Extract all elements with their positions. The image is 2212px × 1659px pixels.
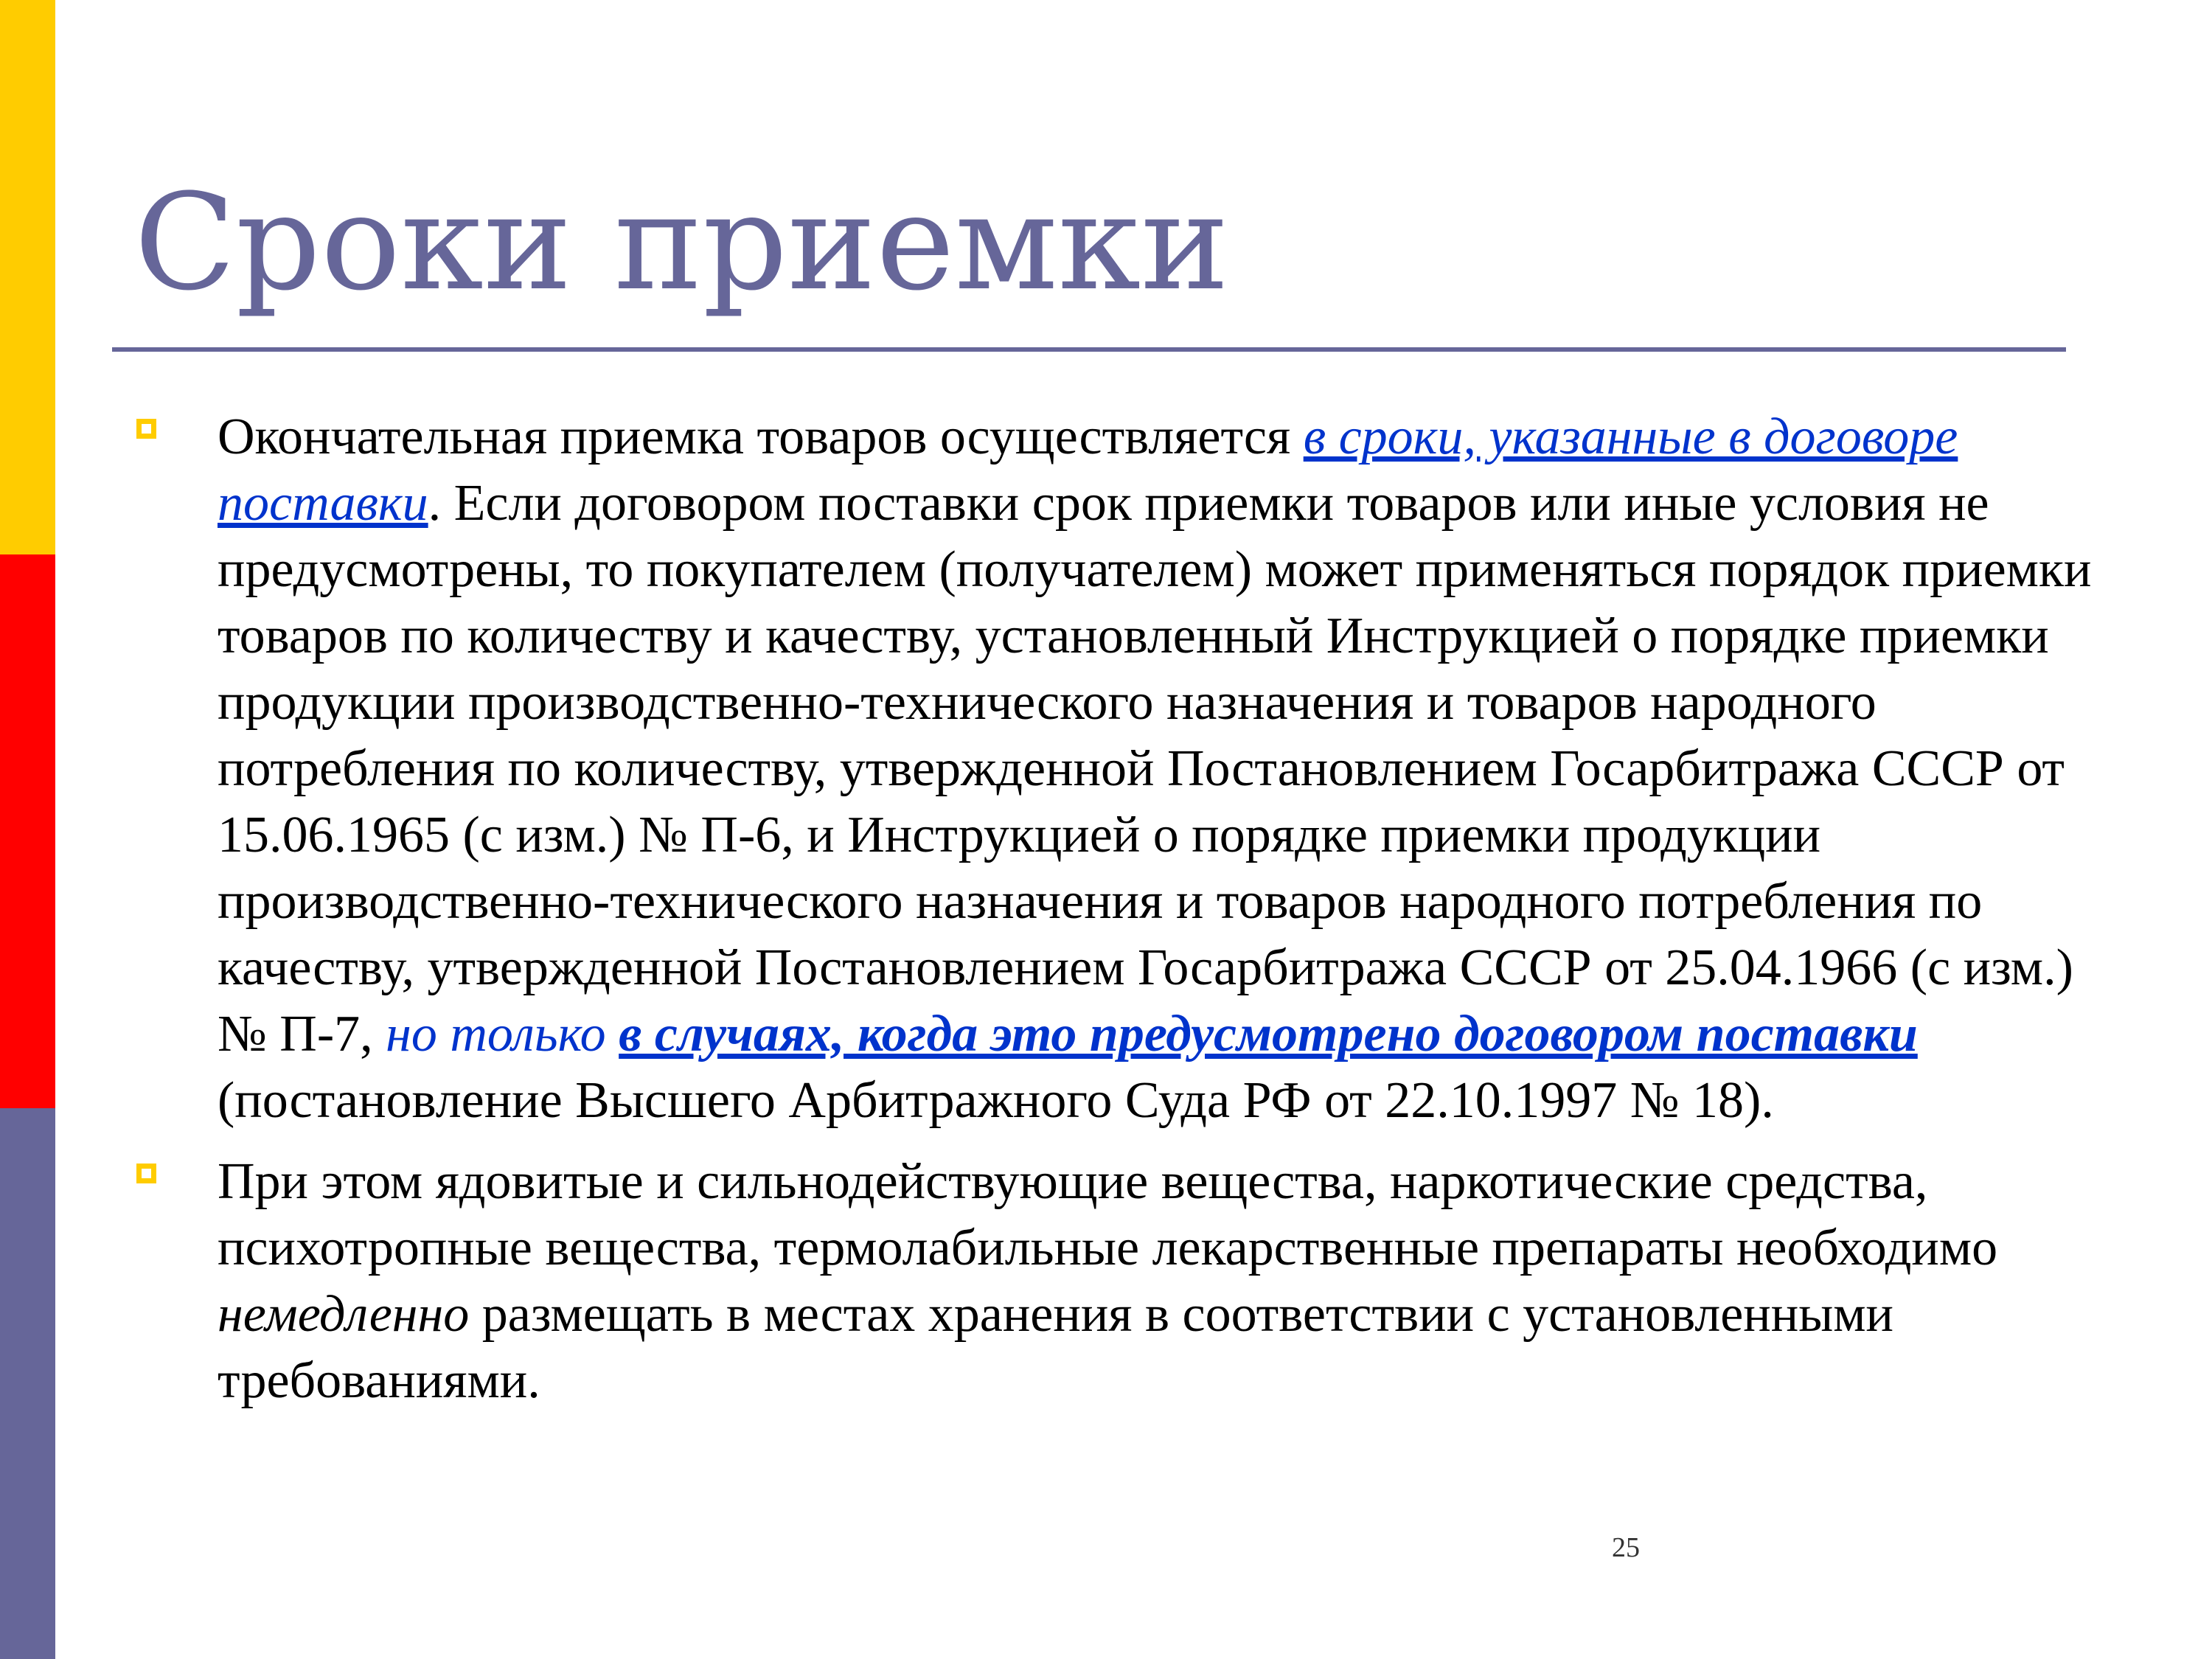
bullet-item-acceptance-terms bbox=[218, 404, 2105, 1134]
side-bar-yellow-segment bbox=[0, 0, 55, 554]
bullet-item-storage-requirements bbox=[218, 1149, 2105, 1414]
page-number: 25 bbox=[1612, 1532, 1640, 1563]
slide-title: Сроки приемки bbox=[134, 166, 1230, 320]
bullet-emphasis-text: немедленно bbox=[218, 1286, 470, 1343]
bullet-text: размещать в местах хранения в соответствии с установленными требованиями. bbox=[218, 1286, 1894, 1409]
slide-body bbox=[218, 404, 2105, 1429]
bullet-text: При этом ядовитые и сильнодействующие вещества, наркотические средства, психотропные вещества, термолабильные лекарственные препараты необходимо bbox=[218, 1153, 1998, 1276]
hollow-square-bullet-icon bbox=[136, 1164, 156, 1183]
decorative-side-bar bbox=[0, 0, 55, 1659]
title-underline-divider bbox=[112, 347, 2066, 352]
hollow-square-bullet-icon bbox=[136, 419, 156, 439]
side-bar-red-segment bbox=[0, 554, 55, 1108]
contract-provision-link[interactable]: в случаях, когда это предусмотрено договором поставки bbox=[619, 1006, 1918, 1062]
contract-terms-link[interactable]: в сроки, указанные в договоре поставки bbox=[218, 408, 1958, 532]
bullet-text: Окончательная приемка товаров осуществляется bbox=[218, 408, 1304, 465]
side-bar-slate-segment bbox=[0, 1108, 55, 1659]
bullet-text: . Если договором поставки срок приемки товаров или иные условия не предусмотрены, то покупателем (получателем) может применяться порядок приемки товаров по количеству и качеству, установленный Инструкцией о порядке приемки продукции производственно-технического назначения и товаров народного потребления по количеству, утвержденной Постановлением Госарбитража СССР от 15.06.1965 (с изм.) № П-6, и Инструкцией о порядке приемки продукции производственно-технического назначения и товаров народного потребления по качеству, утвержденной Постановлением Госарбитража СССР от 25.04.1966 (с изм.) № П-7, bbox=[218, 475, 2092, 1062]
bullet-accent-text: но только bbox=[386, 1006, 619, 1062]
bullet-text: (постановление Высшего Арбитражного Суда РФ от 22.10.1997 № 18). bbox=[218, 1072, 1774, 1129]
